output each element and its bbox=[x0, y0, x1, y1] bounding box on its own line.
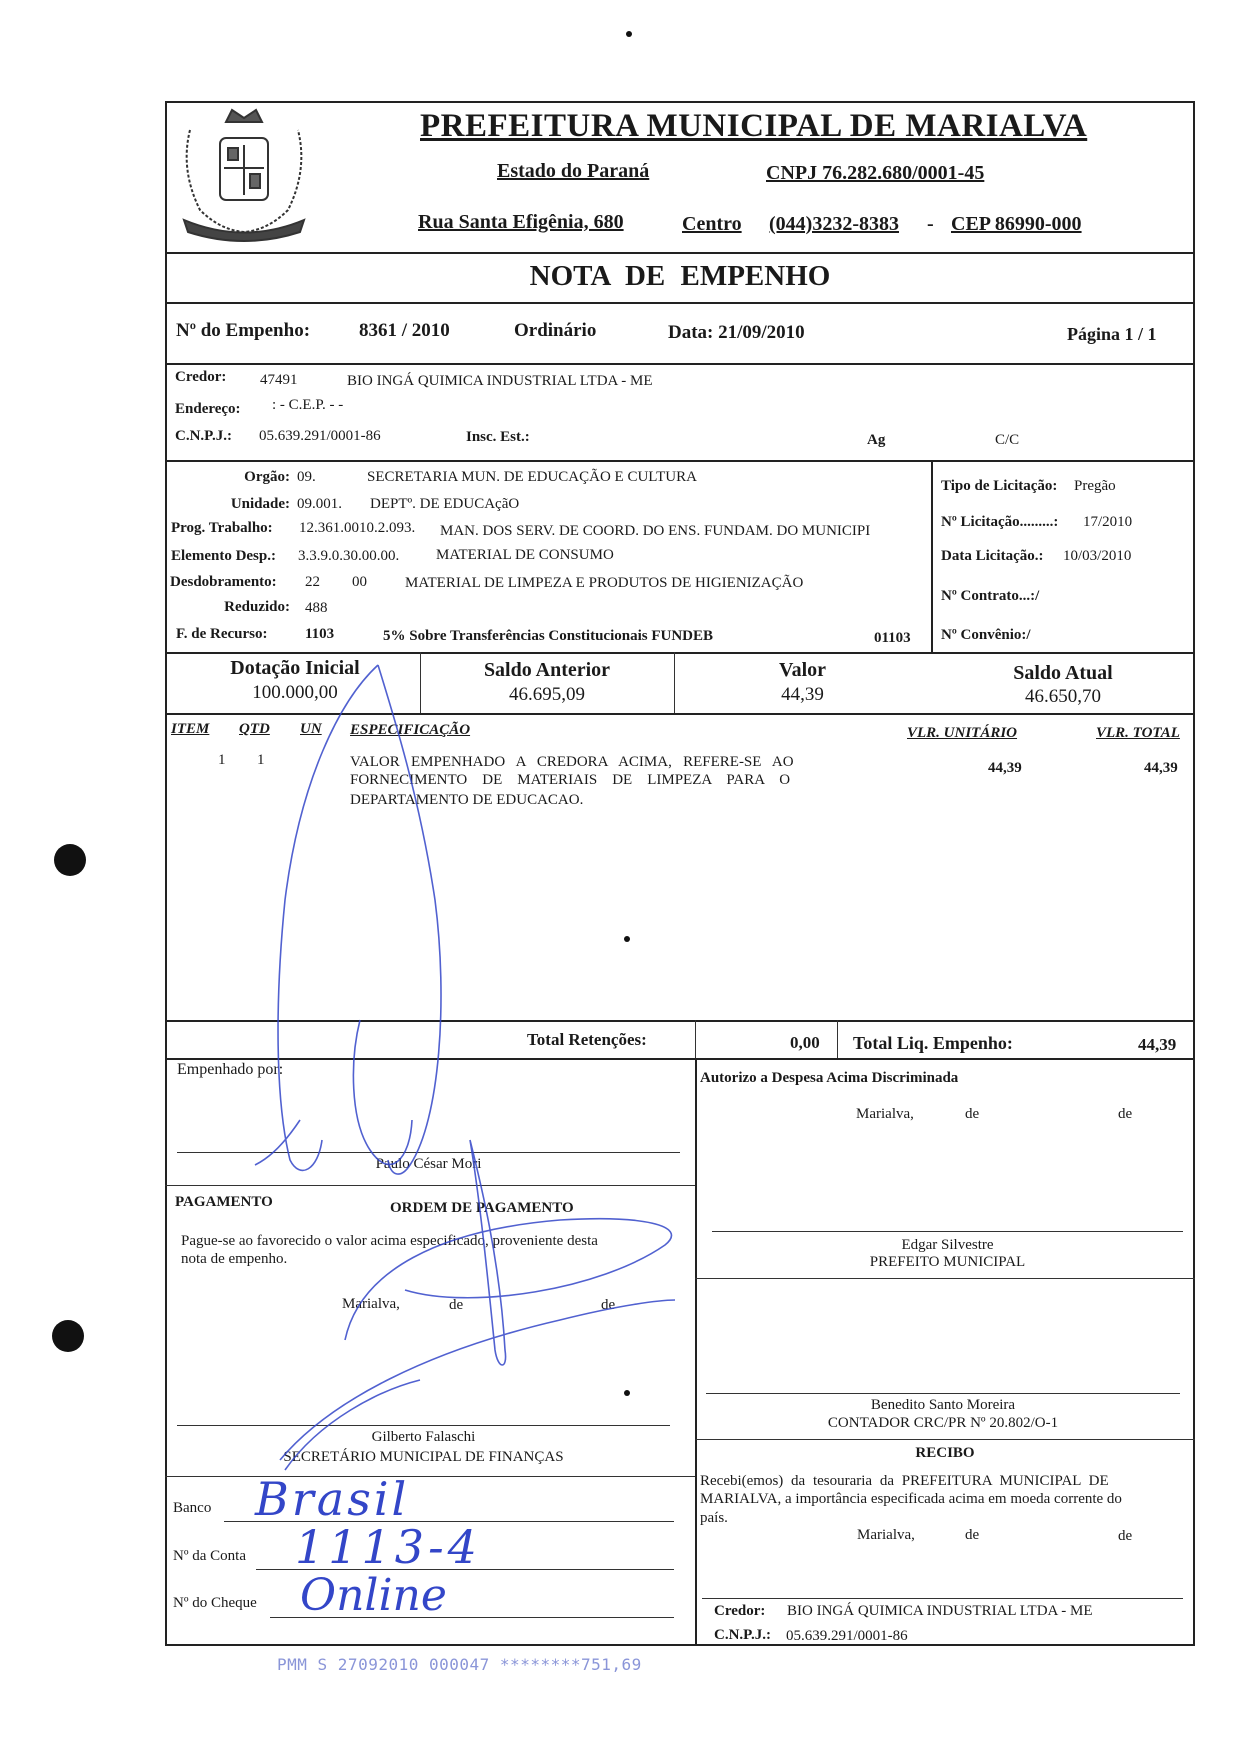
pagamento-de2: de bbox=[601, 1297, 616, 1313]
cnpj-label: CNPJ 76.282.680/0001-45 bbox=[766, 162, 985, 184]
col-vunit-header: VLR. UNITÁRIO bbox=[907, 725, 1018, 741]
licitacao-date-label: Data Licitação.: bbox=[941, 548, 1044, 564]
punch-hole bbox=[52, 1320, 84, 1352]
desdobramento-label: Desdobramento: bbox=[170, 574, 277, 590]
divider bbox=[165, 363, 1195, 365]
unidade-label: Unidade: bbox=[230, 496, 290, 512]
banco-value: Brasil bbox=[255, 1472, 410, 1526]
licitacao-number-value: 17/2010 bbox=[1083, 514, 1133, 530]
divider bbox=[165, 1476, 695, 1477]
divider bbox=[165, 652, 1195, 654]
contrato-label: Nº Contrato...:/ bbox=[941, 588, 1040, 604]
tipo-licitacao-value: Pregão bbox=[1074, 478, 1116, 494]
document-title: NOTA DE EMPENHO bbox=[529, 260, 831, 292]
autorizo-signer: Edgar Silvestre bbox=[901, 1237, 994, 1253]
insc-est-label: Insc. Est.: bbox=[466, 429, 530, 445]
total-liquido-value: 44,39 bbox=[1138, 1035, 1177, 1054]
divider bbox=[165, 1058, 1195, 1060]
saldo-atual-label: Saldo Atual bbox=[1013, 662, 1113, 684]
col-un-header: UN bbox=[300, 721, 322, 737]
autorizo-de1: de bbox=[965, 1106, 980, 1122]
coat-of-arms-icon bbox=[170, 100, 318, 245]
orgao-label: Orgão: bbox=[244, 469, 290, 485]
recibo-text1: Recebi(emos) da tesouraria da PREFEITURA MUNICIPAL DE bbox=[700, 1473, 1109, 1489]
state-label: Estado do Paraná bbox=[497, 160, 650, 182]
autorizo-de2: de bbox=[1118, 1106, 1133, 1122]
credor-label: Credor: bbox=[175, 369, 227, 385]
recibo-de1: de bbox=[965, 1527, 980, 1543]
licitacao-date-value: 10/03/2010 bbox=[1063, 548, 1132, 564]
desdobramento-code: 22 bbox=[305, 574, 320, 590]
contador-role: CONTADOR CRC/PR Nº 20.802/O-1 bbox=[827, 1415, 1059, 1431]
licitacao-number-label: Nº Licitação.........: bbox=[941, 514, 1059, 530]
ordem-pagamento-label: ORDEM DE PAGAMENTO bbox=[390, 1200, 574, 1216]
dotacao-label: Dotação Inicial bbox=[230, 657, 360, 679]
divider bbox=[695, 1278, 1195, 1279]
recibo-cnpj-value: 05.639.291/0001-86 bbox=[786, 1628, 908, 1644]
divider bbox=[165, 1185, 695, 1186]
col-qtd-header: QTD bbox=[239, 721, 270, 737]
pagamento-role: SECRETÁRIO MUNICIPAL DE FINANÇAS bbox=[283, 1449, 564, 1465]
autorizo-label: Autorizo a Despesa Acima Discriminada bbox=[700, 1070, 959, 1086]
divider bbox=[695, 1439, 1195, 1440]
speck bbox=[626, 31, 632, 37]
elemento-code: 3.3.9.0.30.00.00. bbox=[298, 548, 400, 564]
recibo-credor-value: BIO INGÁ QUIMICA INDUSTRIAL LTDA - ME bbox=[787, 1603, 1093, 1619]
district-label: Centro bbox=[682, 213, 742, 235]
desdobramento-sub: 00 bbox=[352, 574, 367, 590]
conta-label: Nº da Conta bbox=[173, 1548, 246, 1564]
retencoes-value: 0,00 bbox=[790, 1033, 820, 1052]
prog-label: Prog. Trabalho: bbox=[171, 520, 273, 536]
recibo-city: Marialva, bbox=[857, 1527, 915, 1543]
divider bbox=[695, 1020, 696, 1060]
unidade-desc: DEPTº. DE EDUCAçãO bbox=[370, 496, 520, 512]
autorizo-role: PREFEITO MUNICIPAL bbox=[869, 1254, 1026, 1270]
pagamento-city: Marialva, bbox=[342, 1296, 400, 1312]
divider bbox=[931, 460, 933, 653]
divider bbox=[165, 460, 1195, 462]
page-number: Página 1 / 1 bbox=[1067, 324, 1157, 344]
divider bbox=[165, 713, 1195, 715]
phone-label: (044)3232-8383 bbox=[769, 213, 899, 235]
pagamento-text2: nota de empenho. bbox=[181, 1251, 288, 1267]
cheque-value: Online bbox=[300, 1570, 447, 1621]
pagamento-signer: Gilberto Falaschi bbox=[371, 1429, 476, 1445]
signature-line bbox=[712, 1231, 1183, 1232]
divider bbox=[165, 1020, 1195, 1022]
row-desc-line3: DEPARTAMENTO DE EDUCACAO. bbox=[350, 792, 584, 808]
divider bbox=[837, 1020, 838, 1060]
autorizo-city: Marialva, bbox=[856, 1106, 914, 1122]
endereco-label: Endereço: bbox=[175, 401, 241, 417]
pagamento-text1: Pague-se ao favorecido o valor acima especificado, proveniente desta bbox=[181, 1233, 598, 1249]
dotacao-value: 100.000,00 bbox=[252, 682, 338, 703]
recurso-desc: 5% Sobre Transferências Constitucionais FUNDEB bbox=[383, 628, 714, 644]
elemento-label: Elemento Desp.: bbox=[171, 548, 276, 564]
tipo-licitacao-label: Tipo de Licitação: bbox=[941, 478, 1058, 494]
empenhado-label: Empenhado por: bbox=[177, 1061, 284, 1078]
reduzido-label: Reduzido: bbox=[224, 599, 290, 615]
row-desc-line2: FORNECIMENTO DE MATERIAIS DE LIMPEZA PARA O bbox=[350, 772, 791, 788]
conta-value: 1113-4 bbox=[295, 1520, 481, 1574]
elemento-desc: MATERIAL DE CONSUMO bbox=[436, 547, 614, 563]
prog-desc: MAN. DOS SERV. DE COORD. DO ENS. FUNDAM. DO MUNICIPI bbox=[440, 523, 871, 539]
orgao-code: 09. bbox=[297, 469, 316, 485]
valor-label: Valor bbox=[778, 659, 827, 681]
divider bbox=[165, 302, 1195, 304]
contador-signer: Benedito Santo Moreira bbox=[870, 1397, 1016, 1413]
empenho-number: 8361 / 2010 bbox=[359, 320, 450, 341]
endereco-value: : - C.E.P. - - bbox=[272, 397, 344, 413]
total-liquido-label: Total Liq. Empenho: bbox=[853, 1033, 1013, 1053]
recurso-label: F. de Recurso: bbox=[176, 626, 268, 642]
row-qtd: 1 bbox=[257, 752, 265, 768]
row-vunit: 44,39 bbox=[988, 760, 1022, 776]
empenhado-signer: Paulo César Mori bbox=[375, 1156, 482, 1172]
cnpj-value: 05.639.291/0001-86 bbox=[259, 428, 381, 444]
cep-label: CEP 86990-000 bbox=[951, 213, 1082, 235]
recibo-text2: MARIALVA, a importância especificada acima em moeda corrente do bbox=[700, 1491, 1122, 1507]
convenio-label: Nº Convênio:/ bbox=[941, 627, 1031, 643]
signature-line bbox=[702, 1598, 1183, 1599]
orgao-desc: SECRETARIA MUN. DE EDUCAÇÃO E CULTURA bbox=[367, 469, 697, 485]
divider bbox=[695, 1058, 697, 1645]
retencoes-label: Total Retenções: bbox=[527, 1030, 647, 1049]
punch-hole bbox=[54, 844, 86, 876]
row-vtotal: 44,39 bbox=[1144, 760, 1178, 776]
empenho-type: Ordinário bbox=[514, 320, 597, 341]
recurso-code2: 01103 bbox=[874, 630, 911, 646]
recurso-code: 1103 bbox=[305, 626, 335, 642]
empenho-date: Data: 21/09/2010 bbox=[668, 322, 805, 343]
reduzido-value: 488 bbox=[305, 600, 328, 616]
valor-value: 44,39 bbox=[781, 684, 824, 705]
cc-label: C/C bbox=[995, 432, 1020, 448]
pagamento-label: PAGAMENTO bbox=[175, 1194, 273, 1210]
signature-line bbox=[177, 1152, 680, 1153]
address-label: Rua Santa Efigênia, 680 bbox=[418, 211, 624, 233]
credor-name: BIO INGÁ QUIMICA INDUSTRIAL LTDA - ME bbox=[347, 373, 653, 389]
signature-line bbox=[177, 1425, 670, 1426]
row-desc-line1: VALOR EMPENHADO A CREDORA ACIMA, REFERE-SE AO bbox=[350, 754, 794, 770]
divider bbox=[165, 252, 1195, 254]
recibo-cnpj-label: C.N.P.J.: bbox=[714, 1627, 771, 1643]
cnpj-label: C.N.P.J.: bbox=[175, 428, 232, 444]
col-espec-header: ESPECIFICAÇÃO bbox=[350, 722, 471, 738]
cheque-label: Nº do Cheque bbox=[173, 1595, 257, 1611]
recibo-text3: país. bbox=[700, 1510, 728, 1526]
saldo-anterior-value: 46.695,09 bbox=[509, 684, 585, 705]
prog-code: 12.361.0010.2.093. bbox=[299, 520, 416, 536]
saldo-anterior-label: Saldo Anterior bbox=[483, 659, 611, 681]
ag-label: Ag bbox=[867, 432, 886, 448]
pagamento-de1: de bbox=[449, 1297, 464, 1313]
credor-code: 47491 bbox=[260, 372, 298, 388]
unidade-code: 09.001. bbox=[297, 496, 342, 512]
col-vtotal-header: VLR. TOTAL bbox=[1096, 725, 1180, 741]
banco-label: Banco bbox=[173, 1500, 212, 1516]
row-item: 1 bbox=[218, 752, 226, 768]
recibo-de2: de bbox=[1118, 1528, 1133, 1544]
page-title: PREFEITURA MUNICIPAL DE MARIALVA bbox=[420, 108, 1088, 144]
recibo-title: RECIBO bbox=[915, 1445, 975, 1461]
recibo-credor-label: Credor: bbox=[714, 1603, 766, 1619]
desdobramento-desc: MATERIAL DE LIMPEZA E PRODUTOS DE HIGIENIZAÇÃO bbox=[405, 575, 804, 591]
saldo-atual-value: 46.650,70 bbox=[1025, 686, 1101, 707]
machine-stamp: PMM S 27092010 000047 ********751,69 bbox=[277, 1655, 642, 1674]
header-dash: - bbox=[927, 213, 934, 235]
signature-line bbox=[706, 1393, 1180, 1394]
empenho-label: Nº do Empenho: bbox=[176, 320, 311, 341]
col-item-header: ITEM bbox=[171, 721, 210, 737]
